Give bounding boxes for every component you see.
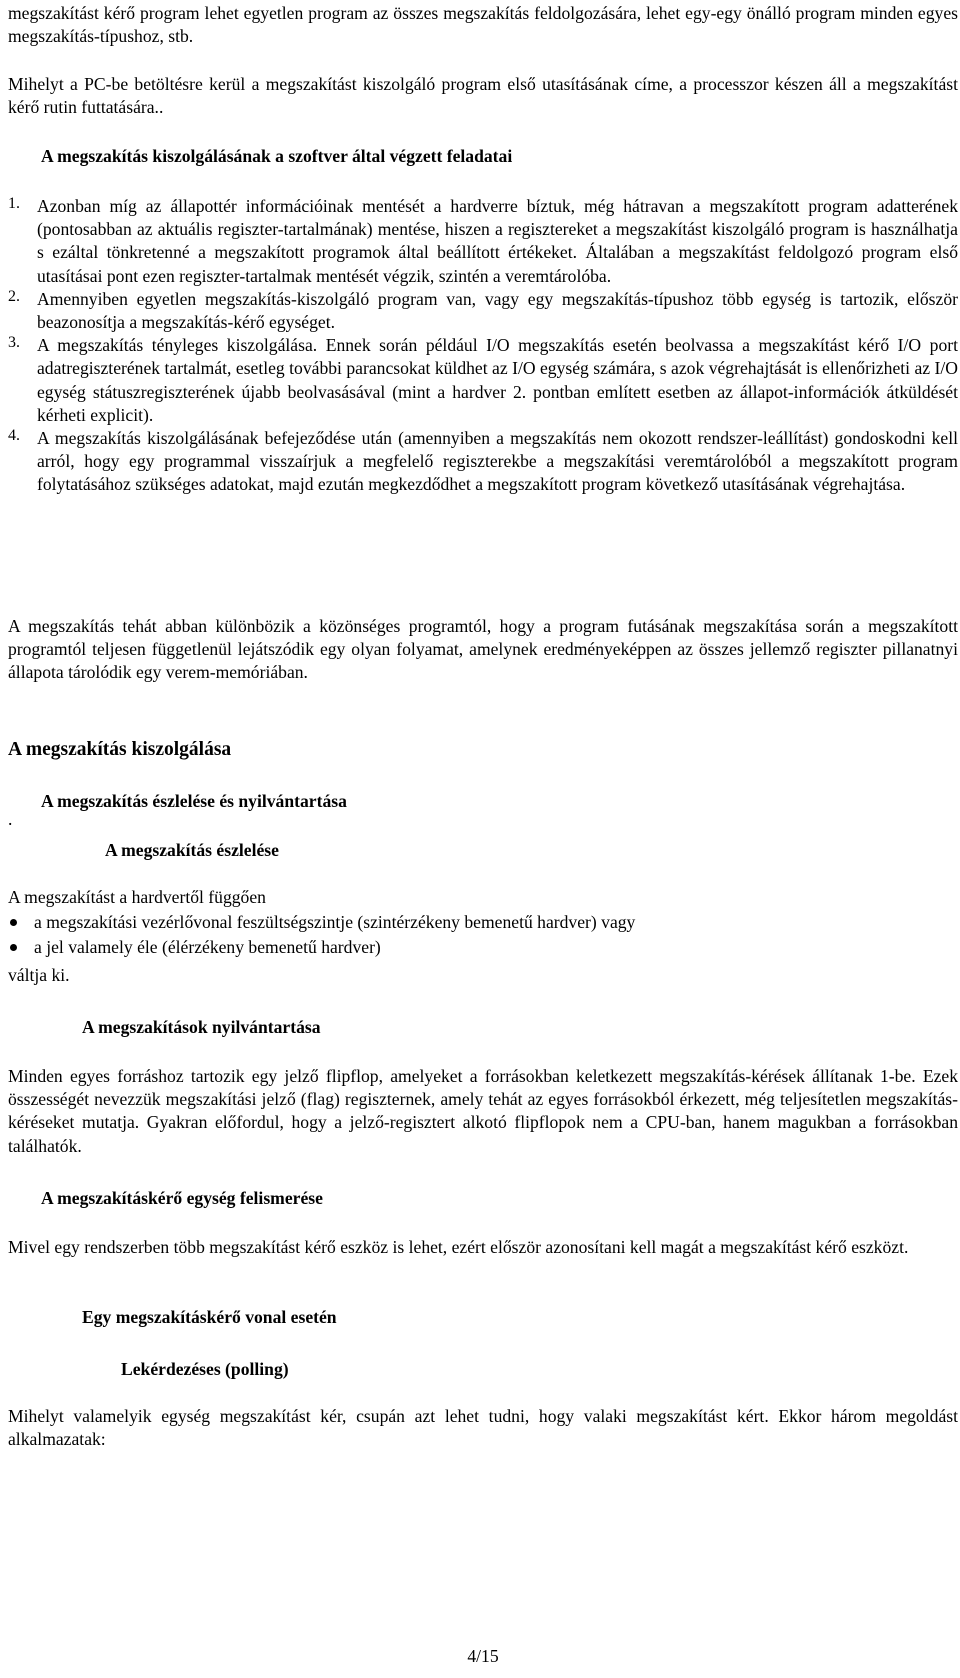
task-list-text: A megszakítás tényleges kiszolgálása. Ennek során például I/O megszakítás esetén beolvassa a megszakítást kérő I/O port adatregiszterének tartalmát, esetleg további parancsokat küldhet az I/O egység számára, s azok végrehajtását is ellenőrizheti az I/O egység státuszregiszterének újabb beolvasásával (mint a hardver 2. pontban említett esetben az állapot-információk átküldését kérheti explicit). [37, 335, 958, 425]
bullet-text: a jel valamely éle (élérzékeny bemenetű hardver) [34, 937, 381, 958]
hardware-dependent-paragraph: A megszakítást a hardvertől függően [8, 887, 266, 907]
intro-paragraph-1: megszakítást kérő program lehet egyetlen program az összes megszakítás feldolgozására, lehet egy-egy önálló program minden egyes megszakítás-típushoz, stb. [8, 3, 958, 47]
bullet-icon [10, 919, 17, 926]
bullet-item-level [8, 911, 958, 934]
heading-interrupt-service: A megszakítás kiszolgálása [8, 739, 232, 760]
bullet-icon [10, 944, 17, 951]
task-list-text: Azonban míg az állapottér információinak mentését a hardverre bíztuk, még hátravan a megszakított program adatterének (pontosabban az aktuális regiszter-tartalmának) mentése, hiszen a regisztereket a megszakítást kiszolgáló program is használhatja s ezáltal tönkretenné a megszakított programok által beállított értékeket. Általában a megszakítást feldolgozó program első utasításai pont ezen regiszter-tartalmak mentését végzik, szintén a veremtárolóba. [37, 196, 958, 286]
flipflop-paragraph: Minden egyes forráshoz tartozik egy jelző flipflop, amelyeket a forrásokban keletkezett megszakítás-kérések állítanak 1-be. Ezek összességét nevezzük megszakítási jelző (flag) regiszternek, amely tehát az egyes forrásokból érkezett, még teljesítetlen megszakítás-kéréseket mutatja. Gyakran előfordul, hogy a jelző-regisztert alkotó flipflopok nem a CPU-ban, hanem magukban a forrásokban találhatók. [8, 1066, 958, 1156]
heading-register: A megszakítások nyilvántartása [82, 1017, 321, 1037]
task-list-text: Amennyiben egyetlen megszakítás-kiszolgáló program van, vagy egy megszakítás-típushoz több egység is tartozik, először beazonosítja a megszakítás-kérő egységet. [37, 288, 958, 333]
bullet-item-edge [8, 936, 958, 959]
polling-paragraph: Mihelyt valamelyik egység megszakítást kér, csupán azt lehet tudni, hogy valaki megszakítást kért. Ekkor három megoldást alkalmazatak: [8, 1406, 958, 1450]
heading-detect-register: A megszakítás észlelése és nyilvántartása [41, 791, 347, 811]
task-list [8, 195, 958, 497]
stray-dot: . [8, 809, 13, 829]
heading-single-line: Egy megszakításkérő vonal esetén [82, 1307, 337, 1327]
heading-recognize: A megszakításkérő egység felismerése [41, 1188, 323, 1208]
task-list-item-2 [8, 288, 958, 334]
heading-software-tasks: A megszakítás kiszolgálásának a szoftver által végzett feladatai [41, 146, 513, 166]
task-list-number: 1. [8, 195, 20, 212]
differs-paragraph: A megszakítás tehát abban különbözik a közönséges programtól, hogy a program futásának megszakítása során a megszakított programtól teljesen függetlenül lejátszódik egy olyan folyamat, amelynek eredményeképpen az összes jellemző regiszter pillanatnyi állapota tárolódik egy verem-memóriában. [8, 616, 958, 683]
task-list-item-3 [8, 334, 958, 427]
trigger-paragraph: váltja ki. [8, 965, 70, 985]
task-list-item-4 [8, 427, 958, 497]
page-number: 4/15 [467, 1646, 499, 1666]
task-list-number: 2. [8, 287, 20, 305]
intro-paragraph-2: Mihelyt a PC-be betöltésre kerül a megszakítást kiszolgáló program első utasításának címe, a processzor készen áll a megszakítást kérő rutin futtatására.. [8, 74, 958, 118]
trigger-bullets [8, 911, 958, 959]
task-list-item-1 [8, 195, 958, 288]
multi-device-paragraph: Mivel egy rendszerben több megszakítást kérő eszköz is lehet, ezért először azonosítani kell magát a megszakítást kérő eszközt. [8, 1237, 909, 1257]
task-list-number: 4. [8, 427, 20, 445]
heading-detection: A megszakítás észlelése [105, 840, 279, 860]
heading-polling: Lekérdezéses (polling) [121, 1359, 289, 1379]
bullet-text: a megszakítási vezérlővonal feszültségszintje (szintérzékeny bemenetű hardver) vagy [34, 912, 636, 932]
task-list-number: 3. [8, 334, 20, 352]
task-list-text: A megszakítás kiszolgálásának befejeződése után (amennyiben a megszakítás nem okozott rendszer-leállítást) gondoskodni kell arról, hogy egy programmal visszaírjuk a megfelelő regiszterekbe a megszakítási veremtárolóból a megszakított program folytatásához szükséges adatokat, majd ezután megkezdődhet a megszakított program következő utasításának végrehajtása. [37, 428, 958, 495]
